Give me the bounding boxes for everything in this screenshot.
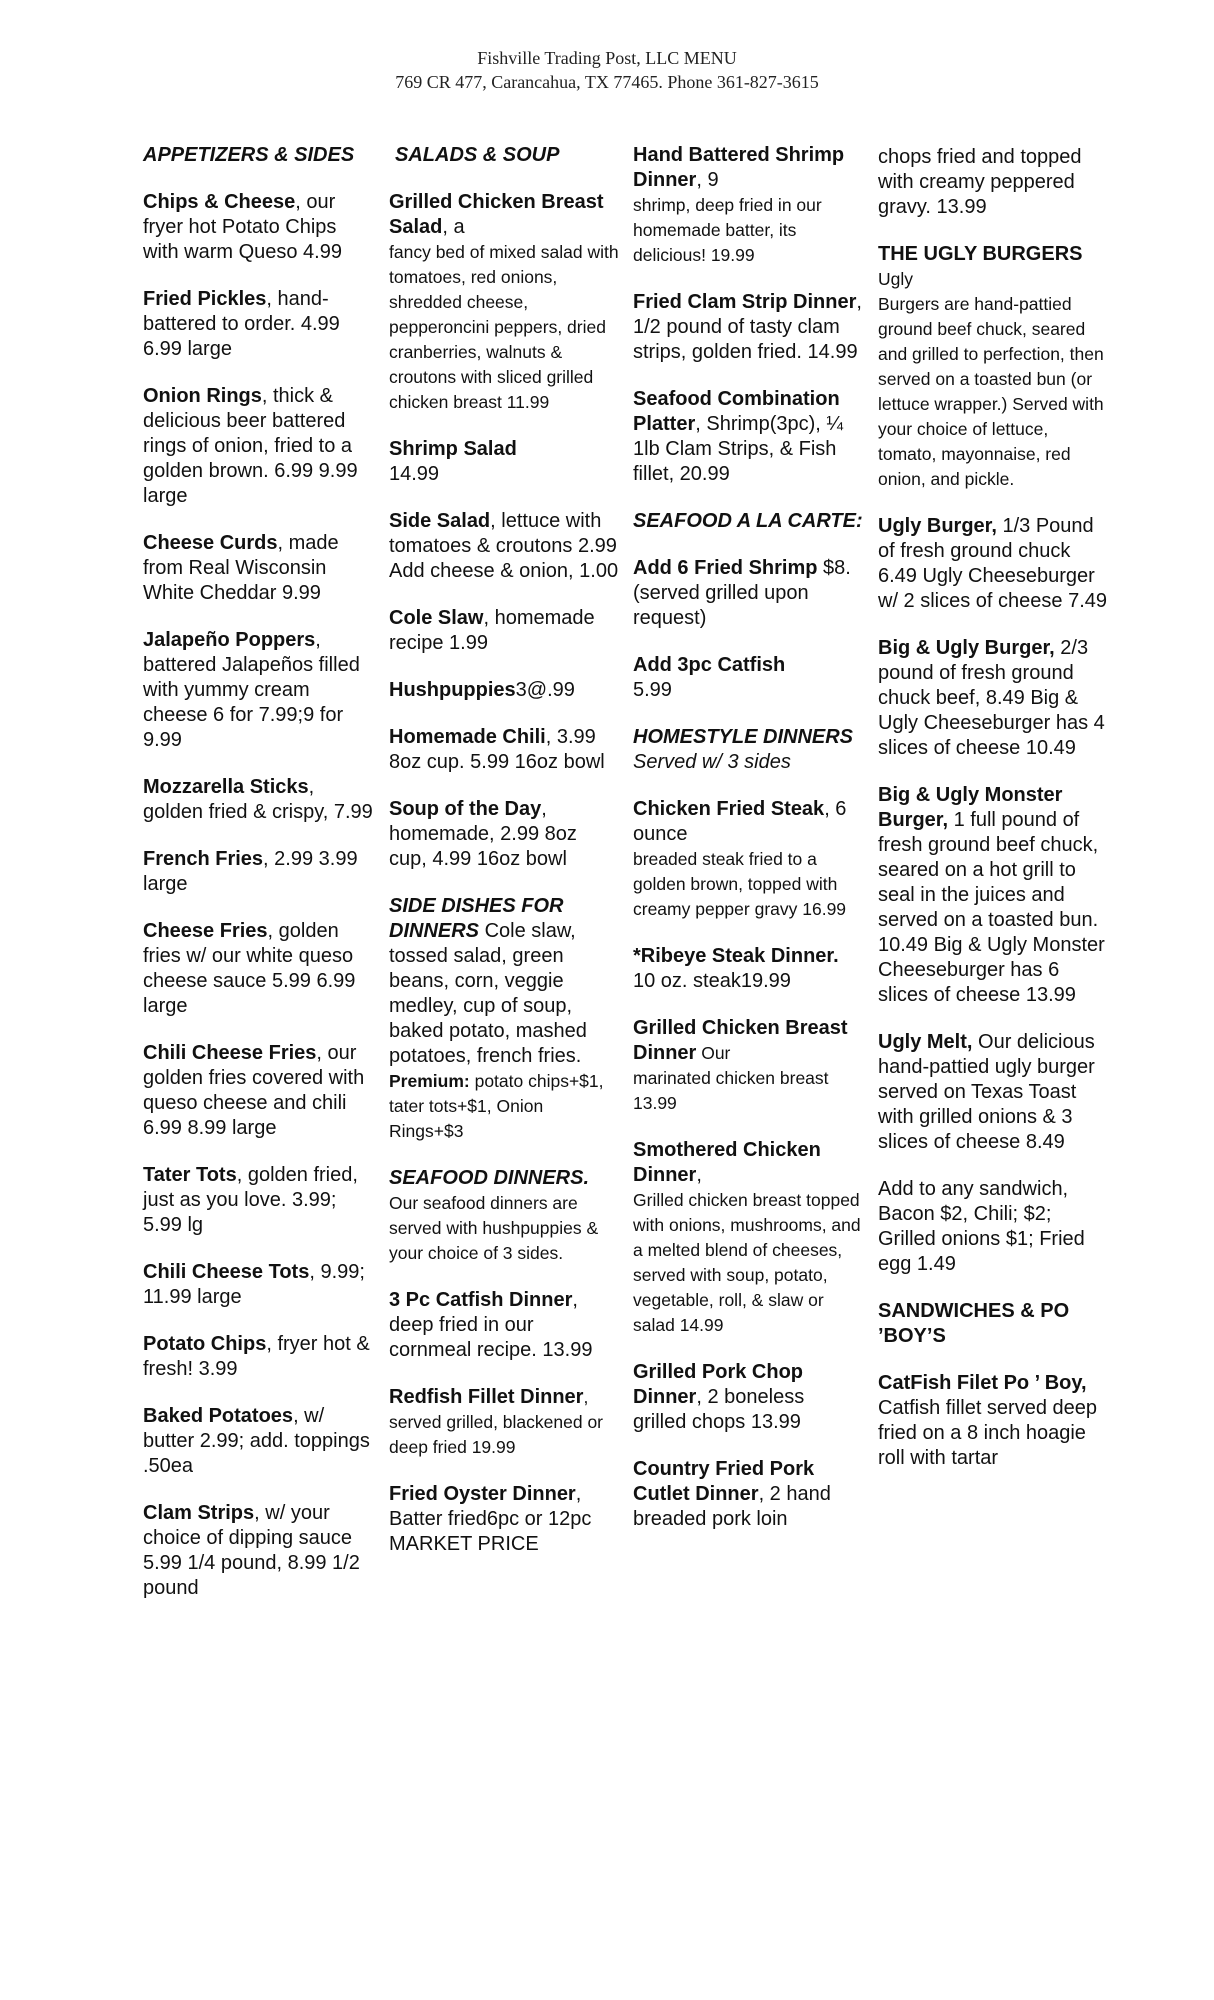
menu-item-add-shrimp: Add 6 Fried Shrimp $8. (served grilled upon request) bbox=[633, 557, 851, 629]
menu-item-chips-cheese: Chips & Cheese, our fryer hot Potato Chips with warm Queso 4.99 bbox=[143, 191, 342, 263]
menu-item-soup-of-day: Soup of the Day, homemade, 2.99 8oz cup, 4.99 16oz bowl bbox=[389, 798, 577, 870]
menu-item-redfish-dinner: Redfish Fillet Dinner, served grilled, blackened or deep fried 19.99 bbox=[389, 1386, 604, 1457]
menu-item-hushpuppies: Hushpuppies3@.99 bbox=[389, 679, 575, 701]
header-address-phone: 769 CR 477, Carancahua, TX 77465. Phone 361-827-3615 bbox=[395, 72, 819, 92]
menu-item-potato-chips: Potato Chips, fryer hot & fresh! 3.99 bbox=[143, 1333, 370, 1380]
menu-item-chili-cheese-fries: Chili Cheese Fries, our golden fries covered with queso cheese and chili 6.99 8.99 large bbox=[143, 1042, 365, 1139]
menu-item-add-catfish: Add 3pc Catfish 5.99 bbox=[633, 654, 786, 701]
menu-item-fried-pickles: Fried Pickles, hand-battered to order. 4.99 6.99 large bbox=[143, 288, 340, 360]
menu-item-pork-chop: Grilled Pork Chop Dinner, 2 boneless grilled chops 13.99 bbox=[633, 1361, 805, 1433]
column-burgers-sandwiches bbox=[878, 145, 1108, 1493]
column-appetizers bbox=[143, 143, 373, 1623]
menu-item-clam-dinner: Fried Clam Strip Dinner, 1/2 pound of tasty clam strips, golden fried. 14.99 bbox=[633, 291, 862, 363]
section-title-appetizers: APPETIZERS & SIDES bbox=[143, 144, 355, 166]
menu-item-pork-cutlet: Country Fried Pork Cutlet Dinner, 2 hand breaded pork loin bbox=[633, 1458, 831, 1530]
menu-item-clam-strips: Clam Strips, w/ your choice of dipping sauce 5.99 1/4 pound, 8.99 1/2 pound bbox=[143, 1502, 360, 1599]
section-title-salads-soup: SALADS & SOUP bbox=[395, 144, 560, 166]
section-title-sandwiches: SANDWICHES & PO ’BOY’S bbox=[878, 1300, 1070, 1347]
menu-addons: Add to any sandwich, Bacon $2, Chili; $2; Grilled onions $1; Fried egg 1.49 bbox=[878, 1178, 1085, 1275]
menu-item-side-salad: Side Salad, lettuce with tomatoes & croutons 2.99 Add cheese & onion, 1.00 bbox=[389, 510, 619, 582]
column-seafood-homestyle bbox=[633, 143, 863, 1554]
menu-item-homemade-chili: Homemade Chili, 3.99 8oz cup. 5.99 16oz bowl bbox=[389, 726, 605, 773]
header-business-name: Fishville Trading Post, LLC MENU bbox=[477, 48, 737, 68]
menu-item-seafood-combo: Seafood Combination Platter, Shrimp(3pc), ¼ 1lb Clam Strips, & Fish fillet, 20.99 bbox=[633, 388, 844, 485]
menu-item-jalapeno-poppers: Jalapeño Poppers, battered Jalapeños filled with yummy cream cheese 6 for 7.99;9 for 9.99 bbox=[143, 629, 360, 751]
menu-header bbox=[0, 46, 1214, 94]
menu-item-cheese-fries: Cheese Fries, golden fries w/ our white queso cheese sauce 5.99 6.99 large bbox=[143, 920, 356, 1017]
menu-item-big-ugly-burger: Big & Ugly Burger, 2/3 pound of fresh ground chuck beef, 8.49 Big & Ugly Cheeseburger has 4 slices of cheese 10.49 bbox=[878, 637, 1105, 759]
menu-item-french-fries: French Fries, 2.99 3.99 large bbox=[143, 848, 358, 895]
menu-item-grilled-chicken-dinner: Grilled Chicken Breast Dinner Our marinated chicken breast 13.99 bbox=[633, 1017, 848, 1113]
menu-item-chili-cheese-tots: Chili Cheese Tots, 9.99; 11.99 large bbox=[143, 1261, 365, 1308]
menu-item-shrimp-salad: Shrimp Salad 14.99 bbox=[389, 438, 517, 485]
menu-item-catfish-dinner: 3 Pc Catfish Dinner, deep fried in our cornmeal recipe. 13.99 bbox=[389, 1289, 593, 1361]
menu-item-smothered-chicken: Smothered Chicken Dinner, Grilled chicken breast topped with onions, mushrooms, and a melted blend of cheeses, served with soup, potato, vegetable, roll, & slaw or salad 14.99 bbox=[633, 1139, 861, 1335]
section-ugly-burgers: THE UGLY BURGERS Ugly Burgers are hand-pattied ground beef chuck, seared and grilled to perfection, then served on a toasted bun (or lettuce wrapper.) Served with your choice of lettuce, tomato, mayonnaise, red onion, and pickle. bbox=[878, 243, 1104, 489]
menu-item-onion-rings: Onion Rings, thick & delicious beer battered rings of onion, fried to a golden brown. 6.99 9.99 large bbox=[143, 385, 358, 507]
menu-item-chicken-fried-steak: Chicken Fried Steak, 6 ounce breaded steak fried to a golden brown, topped with creamy pepper gravy 16.99 bbox=[633, 798, 847, 919]
menu-item-catfish-poboy: CatFish Filet Po ’ Boy, Catfish fillet served deep fried on a 8 inch hoagie roll with tartar bbox=[878, 1372, 1098, 1469]
menu-item-grilled-chicken-salad: Grilled Chicken Breast Salad, a fancy bed of mixed salad with tomatoes, red onions, shredded cheese, pepperoncini peppers, dried cranberries, walnuts & croutons with sliced grilled chicken breast 11.99 bbox=[389, 191, 619, 412]
menu-item-oyster-dinner: Fried Oyster Dinner, Batter fried6pc or 12pc MARKET PRICE bbox=[389, 1483, 592, 1555]
menu-item-monster-burger: Big & Ugly Monster Burger, 1 full pound of fresh ground beef chuck, seared on a hot grill to seal in the juices and served on a toasted bun. 10.49 Big & Ugly Monster Cheeseburger has 6 slices of cheese 13.99 bbox=[878, 784, 1105, 1006]
menu-item-pork-cutlet-continued: chops fried and topped with creamy peppered gravy. 13.99 bbox=[878, 146, 1082, 218]
menu-item-ugly-burger: Ugly Burger, 1/3 Pound of fresh ground chuck 6.49 Ugly Cheeseburger w/ 2 slices of cheese 7.49 bbox=[878, 515, 1108, 612]
section-seafood-dinners: SEAFOOD DINNERS. Our seafood dinners are served with hushpuppies & your choice of 3 sides. bbox=[389, 1167, 599, 1263]
column-salads-soup bbox=[389, 143, 619, 1579]
menu-item-tater-tots: Tater Tots, golden fried, just as you love. 3.99; 5.99 lg bbox=[143, 1164, 358, 1236]
menu-item-cole-slaw: Cole Slaw, homemade recipe 1.99 bbox=[389, 607, 595, 654]
menu-item-ribeye: *Ribeye Steak Dinner. 10 oz. steak19.99 bbox=[633, 945, 839, 992]
menu-item-shrimp-dinner: Hand Battered Shrimp Dinner, 9 shrimp, deep fried in our homemade batter, its delicious! 19.99 bbox=[633, 144, 845, 265]
menu-item-cheese-curds: Cheese Curds, made from Real Wisconsin White Cheddar 9.99 bbox=[143, 532, 339, 604]
menu-item-ugly-melt: Ugly Melt, Our delicious hand-pattied ugly burger served on Texas Toast with grilled onions & 3 slices of cheese 8.49 bbox=[878, 1031, 1095, 1153]
section-title-seafood-a-la-carte: SEAFOOD A LA CARTE: bbox=[633, 510, 863, 532]
menu-item-baked-potatoes: Baked Potatoes, w/ butter 2.99; add. toppings .50ea bbox=[143, 1405, 370, 1477]
section-side-dishes: SIDE DISHES FOR DINNERS Cole slaw, tossed salad, green beans, corn, veggie medley, cup of soup, baked potato, mashed potatoes, french fries. Premium: potato chips+$1, tater tots+$1, Onion Rings+$3 bbox=[389, 895, 604, 1141]
menu-item-mozzarella-sticks: Mozzarella Sticks, golden fried & crispy, 7.99 bbox=[143, 776, 373, 823]
section-title-homestyle: HOMESTYLE DINNERS Served w/ 3 sides bbox=[633, 726, 854, 773]
